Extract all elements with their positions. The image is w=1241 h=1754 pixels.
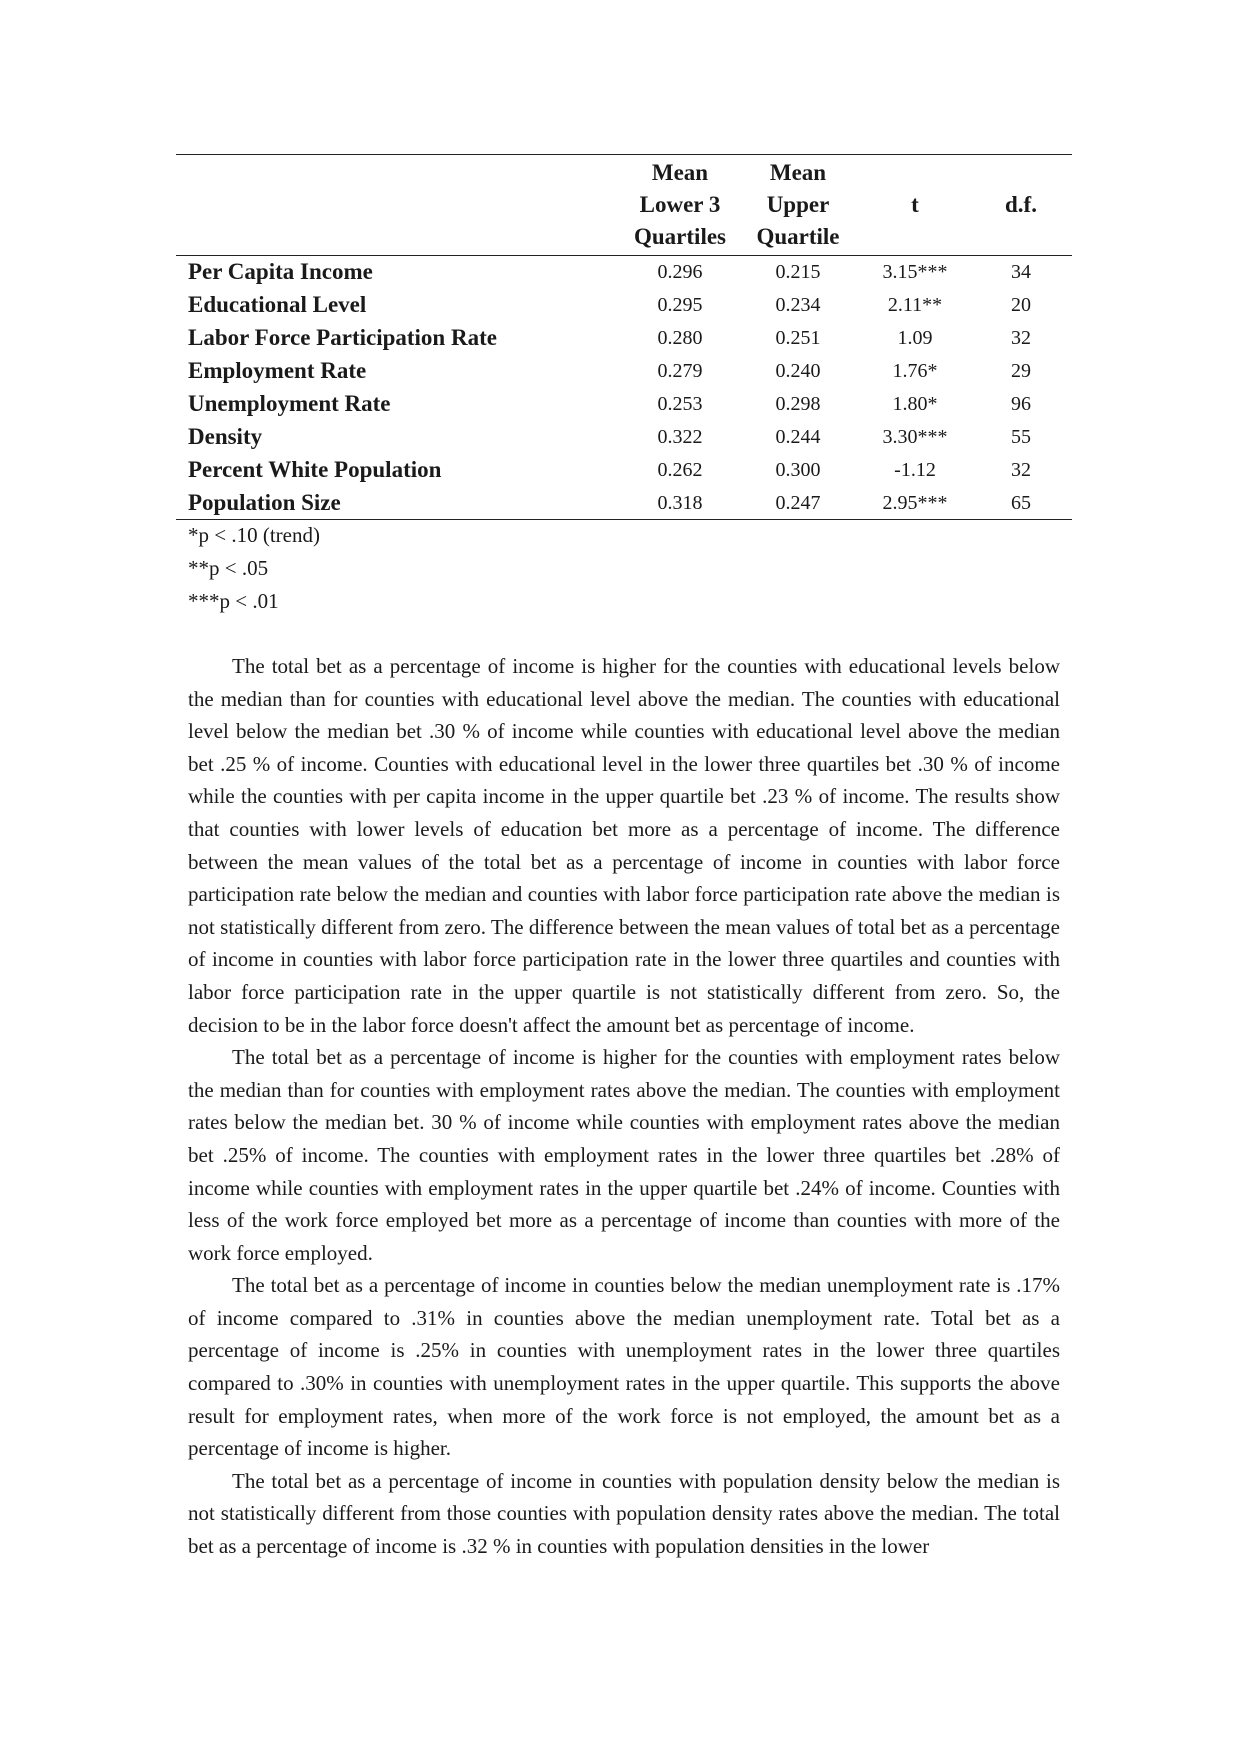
table-footnotes — [188, 519, 320, 618]
cell-mean-lower: 0.279 — [657, 360, 703, 382]
cell-mean-lower: 0.295 — [657, 294, 703, 316]
cell-mean-upper: 0.247 — [775, 491, 821, 514]
row-label: Labor Force Participation Rate — [188, 325, 497, 350]
table-row — [176, 454, 1072, 487]
header-mean-upper-line-2: Upper — [766, 192, 830, 217]
cell-t: 2.11** — [887, 294, 943, 316]
table-row — [176, 421, 1072, 454]
footnote-trend: *p < .10 (trend) — [188, 523, 320, 547]
cell-df: 20 — [1011, 294, 1031, 316]
row-label: Employment Rate — [188, 358, 367, 383]
table-body — [176, 256, 1072, 520]
cell-df: 55 — [1011, 426, 1031, 448]
header-mean-lower-line-3: Quartiles — [634, 224, 726, 249]
cell-df: 32 — [1011, 327, 1031, 349]
cell-t: 3.30*** — [882, 426, 948, 448]
header-mean-upper-line-3: Quartile — [756, 224, 840, 249]
table-row — [176, 355, 1072, 388]
row-label: Population Size — [188, 489, 341, 515]
table-header — [176, 155, 1072, 256]
cell-t: 1.09 — [897, 327, 933, 349]
cell-mean-lower: 0.296 — [657, 261, 703, 284]
table-header-row — [176, 155, 1072, 256]
footnote-p01: ***p < .01 — [188, 589, 279, 613]
table-row — [176, 487, 1072, 520]
header-mean-upper-quartile — [736, 155, 860, 256]
footnote-p05: **p < .05 — [188, 556, 269, 580]
cell-mean-lower: 0.280 — [657, 327, 703, 349]
header-variable — [176, 155, 624, 256]
paragraph-education: The total bet as a percentage of income is higher for the counties with educational levels below the median than for counties with educational level above the median. The counties with educational level below the median bet .30 % of income while counties with educational level above the median bet .25 % of income. Counties with educational level in the lower three quartiles bet .30 % of income while the counties with per capita income in the upper quartile bet .23 % of income. The results show that counties with lower levels of education bet more as a percentage of income. The difference between the mean values of the total bet as a percentage of income in counties with labor force participation rate below the median and counties with labor force participation rate above the median is not statistically different from zero. The difference between the mean values of total bet as a percentage of income in counties with labor force participation rate in the lower three quartiles and counties with labor force participation rate in the upper quartile is not statistically different from zero. So, the decision to be in the labor force doesn't affect the amount bet as percentage of income. — [188, 654, 1060, 1037]
cell-df: 34 — [1011, 261, 1031, 284]
cell-mean-lower: 0.262 — [657, 459, 703, 481]
table-row — [176, 322, 1072, 355]
cell-mean-upper: 0.300 — [775, 459, 821, 481]
header-mean-lower-line-1: Mean — [651, 160, 709, 185]
header-mean-upper-line-1: Mean — [769, 160, 827, 185]
header-degrees-of-freedom: d.f. — [1005, 192, 1037, 217]
paragraph-unemployment: The total bet as a percentage of income in counties below the median unemployment rate is .17% of income compared to .31% in counties above the median unemployment rate. Total bet as a percentage of income is .25% in counties with unemployment rates in the lower three quartiles compared to .30% in counties with unemployment rates in the upper quartile. This supports the above result for employment rates, when more of the work force is not employed, the amount bet as a percentage of income is higher. — [188, 1273, 1060, 1461]
row-label: Per Capita Income — [188, 259, 373, 285]
header-mean-lower-line-2: Lower 3 — [639, 192, 721, 217]
cell-mean-upper: 0.251 — [775, 327, 821, 349]
cell-mean-upper: 0.240 — [775, 360, 821, 382]
header-mean-lower-quartiles — [624, 155, 736, 256]
cell-t: 3.15*** — [882, 261, 948, 284]
row-label: Educational Level — [188, 292, 367, 317]
cell-mean-lower: 0.318 — [657, 491, 703, 514]
cell-t: -1.12 — [894, 459, 936, 481]
table-row — [176, 289, 1072, 322]
cell-mean-upper: 0.215 — [775, 261, 821, 284]
cell-mean-lower: 0.253 — [657, 393, 703, 415]
paragraph-density: The total bet as a percentage of income in counties with population density below the median is not statistically different from those counties with population density rates above the median. The total bet as a percentage of income is .32 % in counties with population densities in the lower — [188, 1468, 1060, 1559]
cell-t: 1.80* — [892, 393, 938, 415]
cell-mean-lower: 0.322 — [657, 426, 703, 448]
cell-mean-upper: 0.234 — [775, 294, 821, 316]
cell-t: 2.95*** — [882, 491, 948, 514]
row-label: Percent White Population — [188, 457, 442, 482]
header-t-statistic: t — [911, 192, 919, 217]
statistics-table — [176, 154, 1072, 520]
cell-df: 29 — [1011, 360, 1031, 382]
paragraph-employment: The total bet as a percentage of income is higher for the counties with employment rates below the median than for counties with employment rates above the median. The counties with employment rates below the median bet. 30 % of income while counties with employment rates above the median bet .25% of income. The counties with employment rates in the lower three quartiles bet .28% of income while counties with employment rates in the upper quartile bet .24% of income. Counties with less of the work force employed bet more as a percentage of income than counties with more of the work force employed. — [188, 1045, 1060, 1265]
table-row — [176, 256, 1072, 289]
cell-mean-upper: 0.298 — [775, 393, 821, 415]
body-text — [188, 650, 1060, 1563]
cell-df: 65 — [1011, 491, 1031, 514]
cell-mean-upper: 0.244 — [775, 426, 821, 448]
table-row — [176, 388, 1072, 421]
cell-df: 32 — [1011, 459, 1031, 481]
row-label: Density — [188, 424, 263, 449]
cell-t: 1.76* — [892, 360, 938, 382]
row-label: Unemployment Rate — [188, 391, 391, 416]
cell-df: 96 — [1011, 393, 1031, 415]
